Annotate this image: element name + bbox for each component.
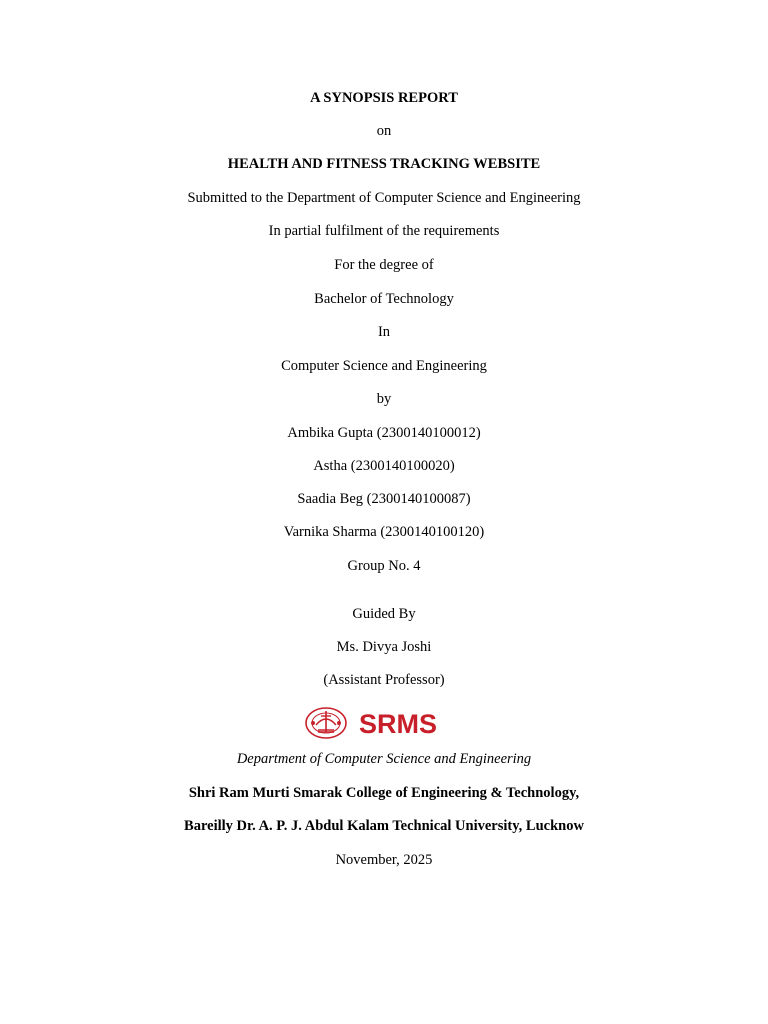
guide-designation: (Assistant Professor)	[323, 672, 445, 688]
guided-by-label: Guided By	[352, 606, 416, 622]
student-name: Astha (2300140100020)	[313, 458, 455, 474]
degree-name: Bachelor of Technology	[314, 291, 454, 307]
student-name: Varnika Sharma (2300140100120)	[283, 524, 485, 540]
submission-date: November, 2025	[335, 852, 433, 868]
report-heading: A SYNOPSIS REPORT	[310, 90, 458, 106]
srms-logo-text: SRMS	[359, 709, 438, 739]
university-name: Bareilly Dr. A. P. J. Abdul Kalam Technical University, Lucknow	[184, 818, 584, 834]
student-name: Saadia Beg (2300140100087)	[297, 491, 471, 507]
branch-name: Computer Science and Engineering	[281, 358, 487, 374]
by-text: by	[376, 391, 392, 407]
college-name: Shri Ram Murti Smarak College of Engineering & Technology,	[188, 785, 580, 801]
submitted-to-text: Submitted to the Department of Computer Science and Engineering	[187, 190, 581, 206]
srms-emblem-icon	[306, 708, 346, 738]
group-number: Group No. 4	[347, 558, 421, 574]
guide-name: Ms. Divya Joshi	[336, 639, 432, 655]
for-degree-text: For the degree of	[334, 257, 434, 273]
in-text: In	[377, 324, 391, 340]
on-text: on	[376, 123, 392, 139]
srms-logo	[302, 705, 468, 741]
student-name: Ambika Gupta (2300140100012)	[287, 425, 481, 441]
project-title: HEALTH AND FITNESS TRACKING WEBSITE	[227, 156, 541, 172]
department-name: Department of Computer Science and Engineering	[236, 751, 532, 767]
partial-fulfilment-text: In partial fulfilment of the requirements	[268, 223, 500, 239]
